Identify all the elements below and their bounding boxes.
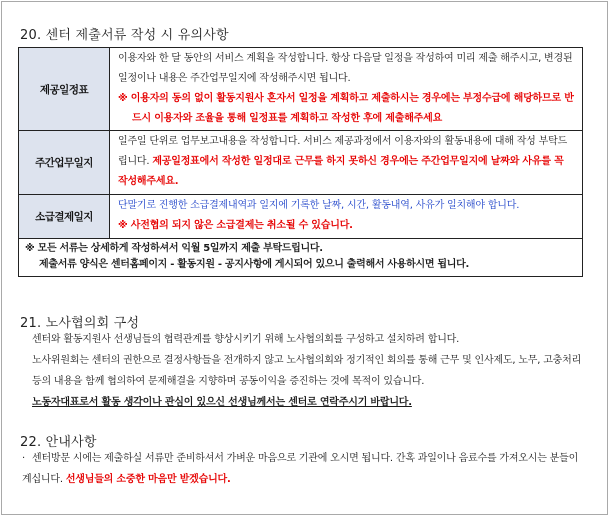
notice-page <box>1 1 608 515</box>
table-row <box>19 195 583 239</box>
note-line: 제출서류 양식은 센터홈페이지 - 활동지원 - 공지사항에 게시되어 있으니 출력해서 사용하시면 됩니다. <box>39 259 469 270</box>
contact-request: 노동자대표로서 활동 생각이나 관심이 있으신 선생님께서는 센터로 연락주시기 바랍니다. <box>32 397 412 408</box>
row-warning: ※ 이용자의 동의 없이 활동지원사 혼자서 일정을 계획하고 제출하시는 경우에는 부정수급에 해당하므로 반드시 이용자와 조율을 통해 일정표를 계획하고 작성한 후에 제출해주세요 <box>118 93 574 124</box>
section-21-body <box>32 329 587 413</box>
row-warning: ※ 사전협의 되지 않은 소급결제는 취소될 수 있습니다. <box>118 220 353 231</box>
section-22-body <box>22 448 587 490</box>
paragraph-line: 센터와 활동지원사 선생님들의 협력관계를 향상시키기 위해 노사협의회를 구성하고 설치하려 합니다. <box>32 334 460 345</box>
note-line: ※ 모든 서류는 상세하게 작성하셔서 익월 5일까지 제출 부탁드립니다. <box>25 243 323 254</box>
submission-notes <box>19 239 583 277</box>
row-label-retro-payment: 소급결제일지 <box>19 195 110 239</box>
row-body-retro-payment <box>110 195 583 239</box>
table-row <box>19 48 583 131</box>
visit-notice-text: 센터방문 시에는 제출하실 서류만 준비하셔서 가벼운 마음으로 기관에 오시면 됩니다. 간혹 과일이나 음료수를 가져오시는 분들이 계십니다. <box>22 453 579 485</box>
row-body-weekly-log <box>110 131 583 195</box>
row-warning: 제공일정표에서 작성한 일정대로 근무를 하지 못하신 경우에는 주간업무일지에 날짜와 사유를 꼭 작성해주세요. <box>118 156 564 187</box>
paragraph-line: 노사위원회는 센터의 권한으로 결정사항들을 전개하지 않고 노사협의회와 정기적인 회의를 통해 근무 및 인사제도, 노무, 고충처리 등의 내용을 함께 협의하여 문제해결을 지향하며 공동이익을 증진하는 것에 목적이 있습니다. <box>32 355 582 387</box>
visit-emphasis: 선생님들의 소중한 마음만 받겠습니다. <box>65 474 231 485</box>
row-label-weekly-log: 주간업무일지 <box>19 131 110 195</box>
submission-guide-table <box>18 47 583 277</box>
row-body-schedule <box>110 48 583 131</box>
bullet-mark: · <box>22 453 25 464</box>
section-22-title: 22. 안내사항 <box>20 435 97 450</box>
row-label-schedule: 제공일정표 <box>19 48 110 131</box>
row-text: 이용자와 한 달 동안의 서비스 계획을 작성합니다. 항상 다음달 일정을 작성하여 미리 제출 해주시고, 변경된 일정이나 내용은 주간업무일지에 작성해주시면 됩니다. <box>118 53 573 84</box>
row-text: 일주일 단위로 업무보고내용을 작성합니다. 서비스 제공과정에서 이용자와의 활동내용에 대해 작성 부탁드립니다. <box>118 136 568 167</box>
section-21-title: 21. 노사협의회 구성 <box>20 316 140 331</box>
section-20-title: 20. 센터 제출서류 작성 시 유의사항 <box>20 28 229 43</box>
table-row <box>19 239 583 277</box>
row-text: 단말기로 진행한 소급결제내역과 일지에 기록한 날짜, 시간, 활동내역, 사유가 일치해야 합니다. <box>118 200 520 211</box>
table-row <box>19 131 583 195</box>
